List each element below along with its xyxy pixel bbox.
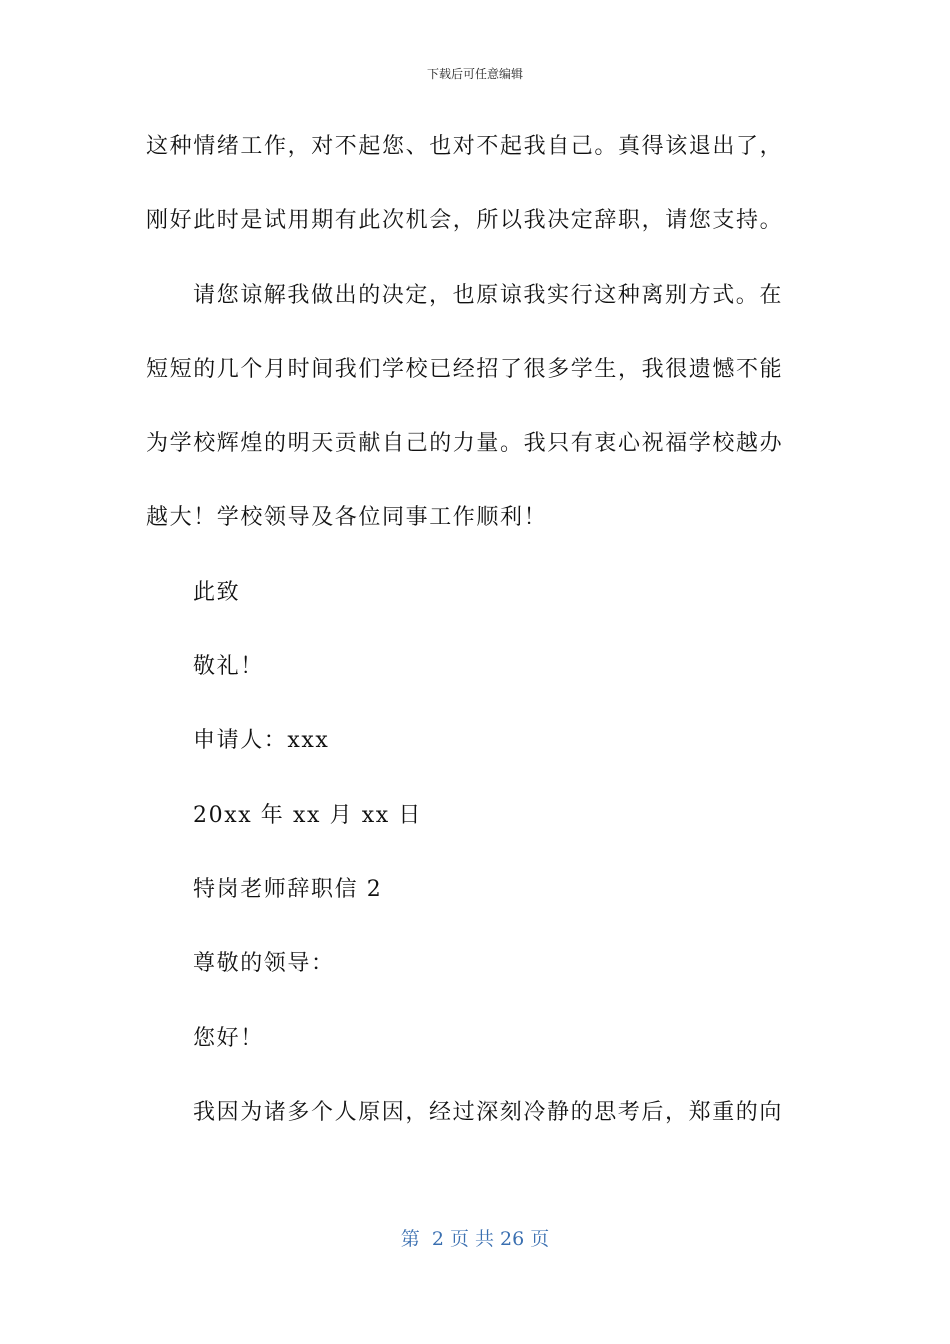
body-line-3: 请您谅解我做出的决定，也原谅我实行这种离别方式。在 (193, 282, 784, 308)
body-line-5: 为学校辉煌的明天贡献自己的力量。我只有衷心祝福学校越办 (146, 431, 784, 457)
letter-date: 20xx 年 xx 月 xx 日 (193, 802, 423, 828)
body-line-2: 刚好此时是试用期有此次机会，所以我决定辞职，请您支持。 (146, 208, 784, 234)
applicant-signature: 申请人：xxx (193, 728, 330, 754)
body-line-1: 这种情绪工作，对不起您、也对不起我自己。真得该退出了， (146, 134, 784, 159)
page-header-note: 下载后可任意编辑 (426, 67, 523, 81)
body-line-4: 短短的几个月时间我们学校已经招了很多学生，我很遗憾不能 (146, 356, 784, 382)
greeting-hello: 您好！ (193, 1025, 264, 1051)
document-body (146, 128, 806, 1168)
closing-salutation: 此致 (193, 579, 241, 605)
greeting-addressee: 尊敬的领导： (193, 951, 335, 977)
body-line-6: 越大！学校领导及各位同事工作顺利！ (146, 505, 548, 531)
body-line-14: 我因为诸多个人原因，经过深刻冷静的思考后，郑重的向 (193, 1099, 784, 1125)
closing-regards: 敬礼！ (193, 654, 264, 680)
section-title: 特岗老师辞职信 2 (193, 876, 383, 902)
page-number-footer: 第 2 页 共 26 页 (400, 1228, 550, 1250)
